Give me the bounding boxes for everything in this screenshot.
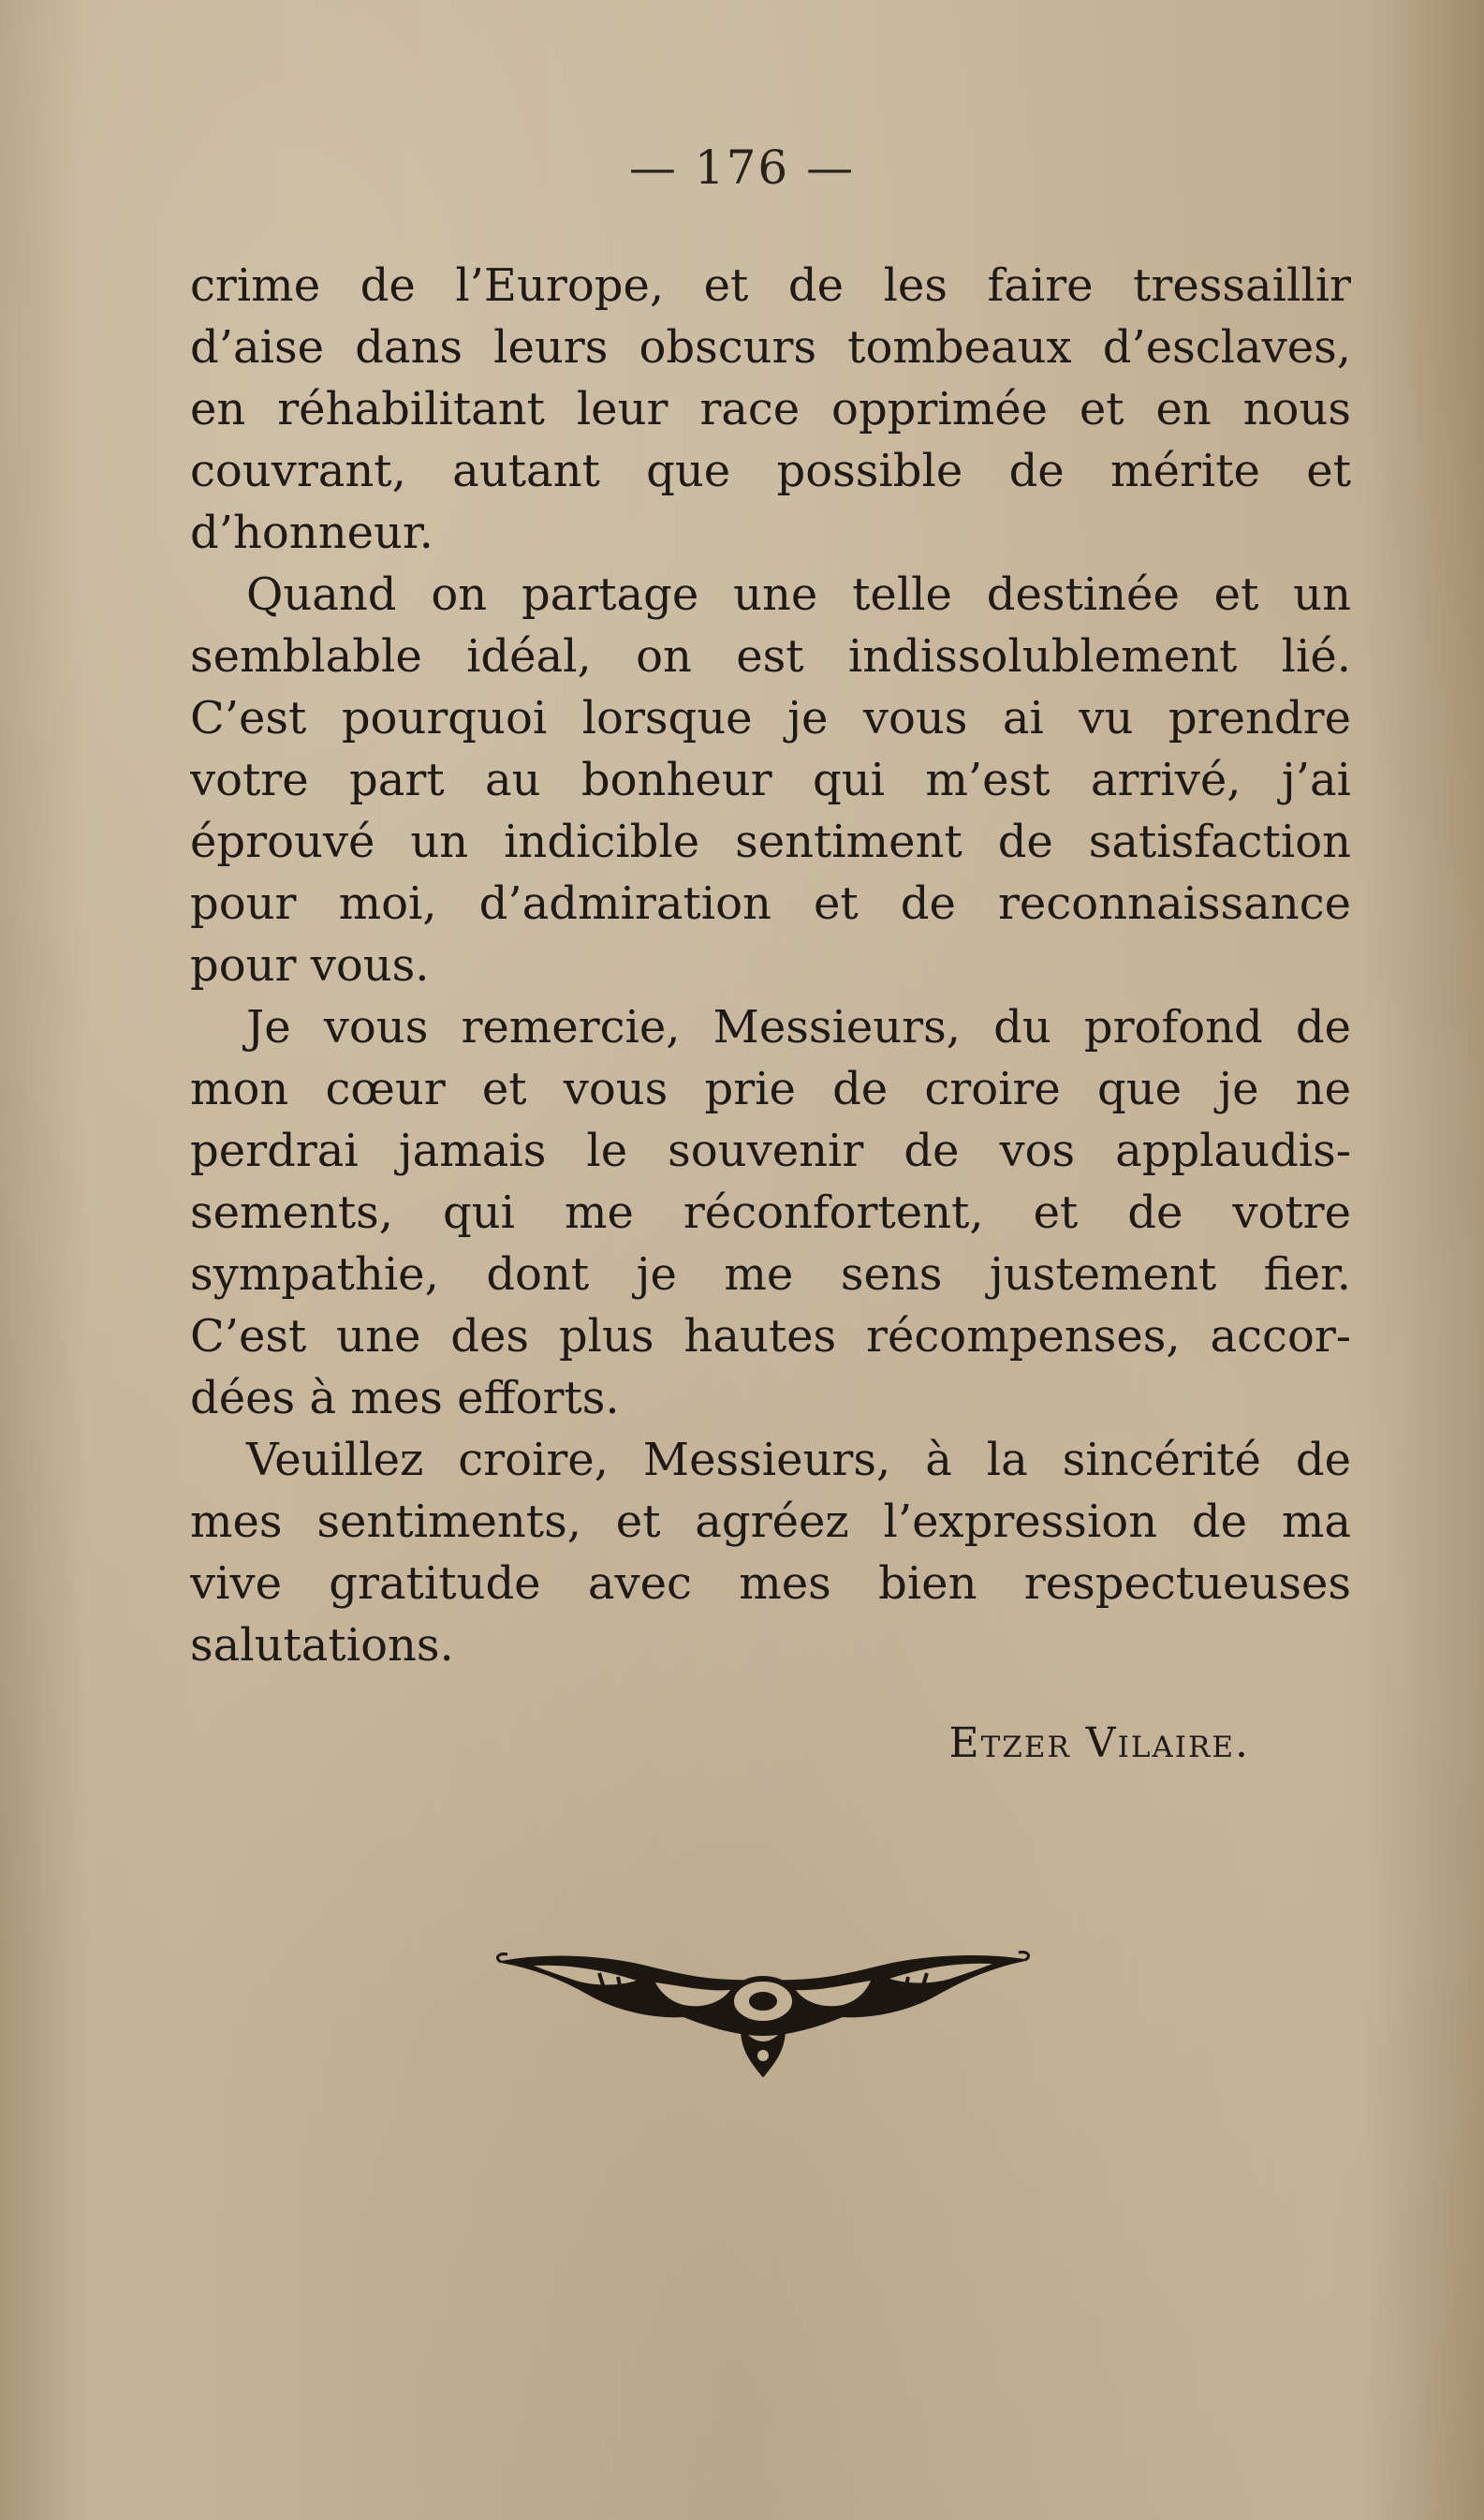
text-line: Quand on partage une telle destinée et un [246,568,1351,621]
text-line: sympathie, dont je me sens justement fier. [190,1248,1351,1301]
text-line: couvrant, autant que possible de mérite et [190,445,1351,497]
letter-body [190,255,1351,1676]
text-line: mes sentiments, et agréez l’expression de ma [190,1496,1351,1548]
page-number: — 176 — [628,140,856,195]
text-line: salutations. [190,1619,454,1672]
floral-tailpiece-ornament-icon [496,1924,1030,2084]
signature: Etzer Vilaire. [948,1719,1250,1767]
text-line: C’est une des plus hautes récompenses, accor- [190,1310,1351,1363]
text-line: Veuillez croire, Messieurs, à la sincérité de [246,1434,1351,1486]
text-line: pour moi, d’admiration et de reconnaissance [190,877,1351,930]
text-line: votre part au bonheur qui m’est arrivé, j’ai [190,754,1351,806]
text-line: dées à mes efforts. [190,1372,620,1424]
text-line: semblable idéal, on est indissolublement lié. [190,630,1351,683]
text-line: en réhabilitant leur race opprimée et en nous [190,383,1351,435]
text-line: crime de l’Europe, et de les faire tressaillir [190,259,1351,312]
text-line: d’aise dans leurs obscurs tombeaux d’esclaves, [190,321,1351,374]
text-line: sements, qui me réconfortent, et de votre [190,1186,1351,1239]
text-line: Je vous remercie, Messieurs, du profond de [246,1001,1351,1054]
text-line: mon cœur et vous prie de croire que je ne [190,1063,1351,1115]
text-line: C’est pourquoi lorsque je vous ai vu prendre [190,692,1351,744]
text-line: d’honneur. [190,507,433,559]
text-line: perdrai jamais le souvenir de vos applaudis- [190,1125,1351,1177]
text-line: vive gratitude avec mes bien respectueuses [190,1557,1351,1610]
text-line: éprouvé un indicible sentiment de satisfaction [190,816,1351,868]
text-line: pour vous. [190,939,430,992]
